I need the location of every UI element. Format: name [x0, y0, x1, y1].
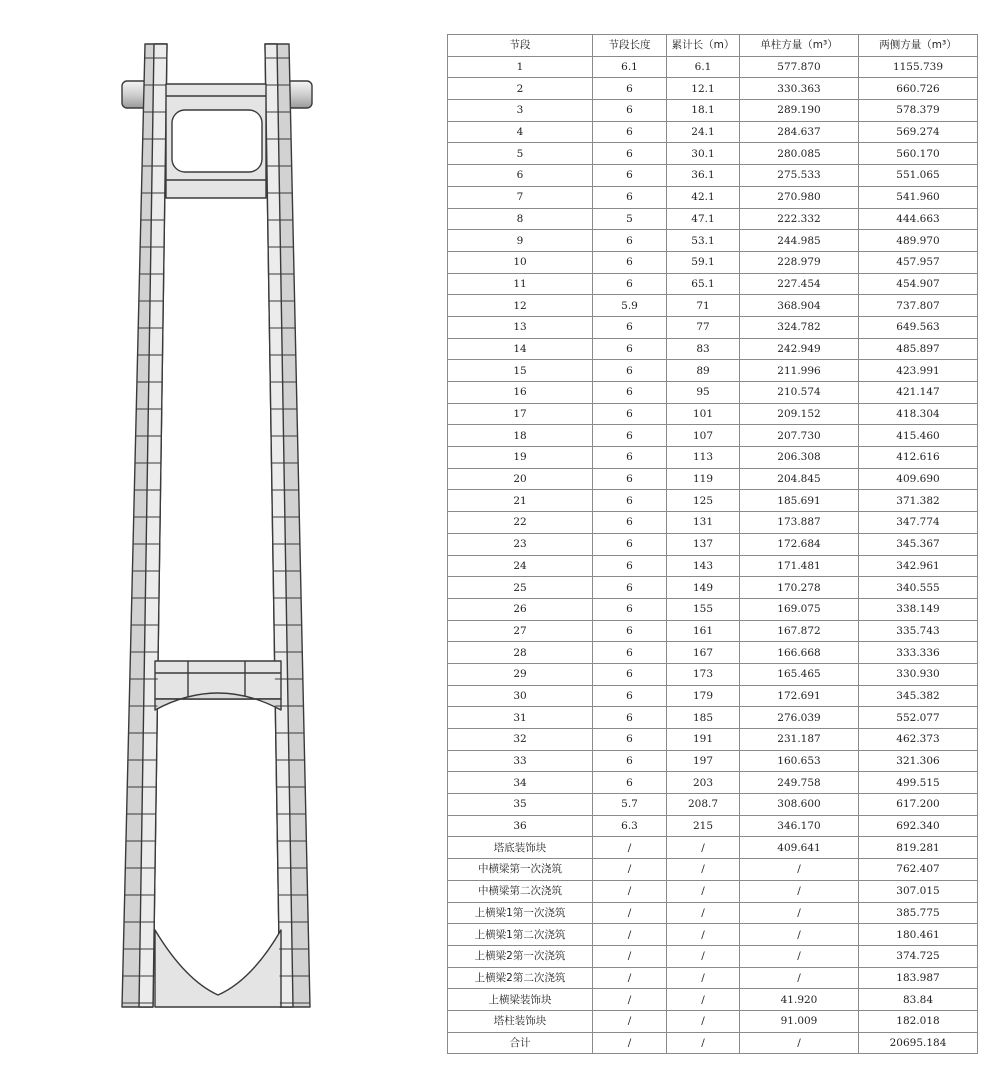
- cell-segment-length: 5: [593, 208, 667, 230]
- cell-single-column-volume: 166.668: [740, 642, 859, 664]
- cell-segment: 17: [448, 403, 593, 425]
- cell-segment: 23: [448, 533, 593, 555]
- cell-both-sides-volume: 454.907: [859, 273, 978, 295]
- cell-single-column-volume: 249.758: [740, 772, 859, 794]
- cell-single-column-volume: 210.574: [740, 382, 859, 404]
- cell-both-sides-volume: 412.616: [859, 447, 978, 469]
- cell-cumulative-length: /: [667, 945, 740, 967]
- cell-cumulative-length: 131: [667, 512, 740, 534]
- cell-both-sides-volume: 660.726: [859, 78, 978, 100]
- cell-segment-length: /: [593, 945, 667, 967]
- cell-segment: 上横梁1第一次浇筑: [448, 902, 593, 924]
- cell-segment: 10: [448, 251, 593, 273]
- table-row: [448, 555, 978, 577]
- cell-segment: 27: [448, 620, 593, 642]
- cell-both-sides-volume: 1155.739: [859, 56, 978, 78]
- table-row: [448, 230, 978, 252]
- table-row: [448, 772, 978, 794]
- cell-segment-length: 6: [593, 707, 667, 729]
- cell-both-sides-volume: 182.018: [859, 1010, 978, 1032]
- table-row: [448, 360, 978, 382]
- header-single-column-volume: 单柱方量（m³）: [740, 35, 859, 57]
- cell-segment-length: 6: [593, 555, 667, 577]
- cell-single-column-volume: /: [740, 859, 859, 881]
- cell-cumulative-length: 185: [667, 707, 740, 729]
- cell-both-sides-volume: 333.336: [859, 642, 978, 664]
- cell-cumulative-length: 12.1: [667, 78, 740, 100]
- cell-single-column-volume: /: [740, 902, 859, 924]
- cell-single-column-volume: 308.600: [740, 794, 859, 816]
- cell-segment-length: 6: [593, 338, 667, 360]
- cell-segment: 18: [448, 425, 593, 447]
- cell-both-sides-volume: 409.690: [859, 468, 978, 490]
- cell-segment: 11: [448, 273, 593, 295]
- cell-segment-length: 6: [593, 382, 667, 404]
- cell-segment-length: 6.1: [593, 56, 667, 78]
- cell-segment-length: 6: [593, 100, 667, 122]
- cell-segment: 16: [448, 382, 593, 404]
- table-row: [448, 382, 978, 404]
- cell-single-column-volume: 330.363: [740, 78, 859, 100]
- cell-segment: 合计: [448, 1032, 593, 1054]
- cell-segment-length: 6: [593, 403, 667, 425]
- cell-both-sides-volume: 418.304: [859, 403, 978, 425]
- cell-segment-length: 6: [593, 165, 667, 187]
- cell-single-column-volume: 242.949: [740, 338, 859, 360]
- cell-both-sides-volume: 421.147: [859, 382, 978, 404]
- cell-both-sides-volume: 180.461: [859, 924, 978, 946]
- table-row: [448, 100, 978, 122]
- cell-both-sides-volume: 338.149: [859, 598, 978, 620]
- cell-both-sides-volume: 485.897: [859, 338, 978, 360]
- quantity-table: [447, 34, 978, 1054]
- cell-segment: 上横梁1第二次浇筑: [448, 924, 593, 946]
- cell-single-column-volume: 409.641: [740, 837, 859, 859]
- cell-segment: 上横梁2第一次浇筑: [448, 945, 593, 967]
- cell-segment-length: /: [593, 837, 667, 859]
- cell-segment-length: 6: [593, 251, 667, 273]
- table-row: [448, 750, 978, 772]
- cell-cumulative-length: /: [667, 967, 740, 989]
- lower-opening-base: [155, 930, 281, 1007]
- cell-single-column-volume: 41.920: [740, 989, 859, 1011]
- table-row: [448, 78, 978, 100]
- cell-segment-length: 6: [593, 121, 667, 143]
- cell-cumulative-length: 161: [667, 620, 740, 642]
- cell-cumulative-length: 191: [667, 729, 740, 751]
- cell-cumulative-length: 208.7: [667, 794, 740, 816]
- cell-both-sides-volume: 423.991: [859, 360, 978, 382]
- cell-both-sides-volume: 345.367: [859, 533, 978, 555]
- cell-segment: 15: [448, 360, 593, 382]
- table-row: [448, 794, 978, 816]
- cell-cumulative-length: 89: [667, 360, 740, 382]
- table-row: [448, 967, 978, 989]
- table-row: [448, 598, 978, 620]
- cell-segment: 30: [448, 685, 593, 707]
- cell-both-sides-volume: 489.970: [859, 230, 978, 252]
- cell-cumulative-length: 59.1: [667, 251, 740, 273]
- cell-cumulative-length: 179: [667, 685, 740, 707]
- cell-single-column-volume: 222.332: [740, 208, 859, 230]
- cell-segment-length: 5.9: [593, 295, 667, 317]
- table-row: [448, 685, 978, 707]
- cell-segment: 上横梁2第二次浇筑: [448, 967, 593, 989]
- header-segment-length: 节段长度: [593, 35, 667, 57]
- cell-segment-length: 6: [593, 490, 667, 512]
- cell-both-sides-volume: 737.807: [859, 295, 978, 317]
- cell-segment-length: 6: [593, 663, 667, 685]
- cell-cumulative-length: /: [667, 837, 740, 859]
- table-row: [448, 121, 978, 143]
- table-row: [448, 989, 978, 1011]
- cell-segment: 34: [448, 772, 593, 794]
- cell-single-column-volume: 204.845: [740, 468, 859, 490]
- cell-both-sides-volume: 345.382: [859, 685, 978, 707]
- cell-segment-length: 6: [593, 685, 667, 707]
- cell-segment: 中横梁第二次浇筑: [448, 880, 593, 902]
- table-row: [448, 880, 978, 902]
- table-row: [448, 1032, 978, 1054]
- table-row: [448, 859, 978, 881]
- cell-segment-length: /: [593, 924, 667, 946]
- quantity-table-body: [448, 56, 978, 1054]
- cell-segment-length: 6: [593, 598, 667, 620]
- cell-segment-length: 6: [593, 642, 667, 664]
- cell-segment: 1: [448, 56, 593, 78]
- cell-segment: 12: [448, 295, 593, 317]
- cell-single-column-volume: /: [740, 1032, 859, 1054]
- cell-both-sides-volume: 415.460: [859, 425, 978, 447]
- cell-segment: 塔柱装饰块: [448, 1010, 593, 1032]
- cell-single-column-volume: 244.985: [740, 230, 859, 252]
- cell-single-column-volume: 275.533: [740, 165, 859, 187]
- table-row: [448, 512, 978, 534]
- cell-segment-length: 6: [593, 316, 667, 338]
- cell-segment: 5: [448, 143, 593, 165]
- cell-segment-length: /: [593, 1010, 667, 1032]
- cell-both-sides-volume: 819.281: [859, 837, 978, 859]
- cell-single-column-volume: 172.684: [740, 533, 859, 555]
- cell-segment: 塔底装饰块: [448, 837, 593, 859]
- cell-both-sides-volume: 462.373: [859, 729, 978, 751]
- cell-cumulative-length: /: [667, 1032, 740, 1054]
- cell-both-sides-volume: 569.274: [859, 121, 978, 143]
- cell-both-sides-volume: 617.200: [859, 794, 978, 816]
- cell-segment: 31: [448, 707, 593, 729]
- cell-cumulative-length: 42.1: [667, 186, 740, 208]
- table-row: [448, 251, 978, 273]
- cell-both-sides-volume: 342.961: [859, 555, 978, 577]
- cell-both-sides-volume: 20695.184: [859, 1032, 978, 1054]
- cell-cumulative-length: 149: [667, 577, 740, 599]
- cell-cumulative-length: 53.1: [667, 230, 740, 252]
- upper-beam-opening: [172, 110, 262, 172]
- cell-single-column-volume: /: [740, 967, 859, 989]
- cell-both-sides-volume: 692.340: [859, 815, 978, 837]
- cell-segment-length: /: [593, 1032, 667, 1054]
- table-row: [448, 533, 978, 555]
- cell-both-sides-volume: 541.960: [859, 186, 978, 208]
- cell-segment: 29: [448, 663, 593, 685]
- cell-cumulative-length: 95: [667, 382, 740, 404]
- cell-single-column-volume: 284.637: [740, 121, 859, 143]
- table-row: [448, 815, 978, 837]
- table-row: [448, 316, 978, 338]
- table-row: [448, 490, 978, 512]
- cell-segment: 35: [448, 794, 593, 816]
- cell-segment: 9: [448, 230, 593, 252]
- cell-segment-length: 6: [593, 186, 667, 208]
- cell-cumulative-length: /: [667, 989, 740, 1011]
- table-row: [448, 663, 978, 685]
- cell-cumulative-length: 47.1: [667, 208, 740, 230]
- cell-single-column-volume: 280.085: [740, 143, 859, 165]
- cell-single-column-volume: 169.075: [740, 598, 859, 620]
- cell-segment: 4: [448, 121, 593, 143]
- cell-segment-length: 6: [593, 729, 667, 751]
- cell-segment: 22: [448, 512, 593, 534]
- cell-segment: 6: [448, 165, 593, 187]
- cell-both-sides-volume: 347.774: [859, 512, 978, 534]
- cell-cumulative-length: 71: [667, 295, 740, 317]
- cell-cumulative-length: 65.1: [667, 273, 740, 295]
- cell-segment: 33: [448, 750, 593, 772]
- cell-single-column-volume: 324.782: [740, 316, 859, 338]
- cell-segment: 8: [448, 208, 593, 230]
- table-row: [448, 729, 978, 751]
- cell-single-column-volume: 368.904: [740, 295, 859, 317]
- table-row: [448, 186, 978, 208]
- table-row: [448, 945, 978, 967]
- cell-cumulative-length: /: [667, 1010, 740, 1032]
- cell-both-sides-volume: 551.065: [859, 165, 978, 187]
- cell-cumulative-length: 143: [667, 555, 740, 577]
- table-row: [448, 642, 978, 664]
- cell-single-column-volume: 91.009: [740, 1010, 859, 1032]
- cell-both-sides-volume: 321.306: [859, 750, 978, 772]
- cell-segment: 14: [448, 338, 593, 360]
- cell-cumulative-length: 113: [667, 447, 740, 469]
- cell-segment-length: 6: [593, 447, 667, 469]
- cell-segment: 7: [448, 186, 593, 208]
- cell-both-sides-volume: 83.84: [859, 989, 978, 1011]
- cell-single-column-volume: 227.454: [740, 273, 859, 295]
- table-row: [448, 295, 978, 317]
- table-row: [448, 143, 978, 165]
- cell-single-column-volume: 160.653: [740, 750, 859, 772]
- cell-both-sides-volume: 340.555: [859, 577, 978, 599]
- cell-cumulative-length: 107: [667, 425, 740, 447]
- cell-both-sides-volume: 762.407: [859, 859, 978, 881]
- table-row: [448, 837, 978, 859]
- cell-both-sides-volume: 371.382: [859, 490, 978, 512]
- cell-both-sides-volume: 385.775: [859, 902, 978, 924]
- cell-segment: 24: [448, 555, 593, 577]
- cell-single-column-volume: 170.278: [740, 577, 859, 599]
- cell-cumulative-length: 101: [667, 403, 740, 425]
- cell-segment: 上横梁装饰块: [448, 989, 593, 1011]
- tower-structure: [122, 44, 312, 1007]
- cell-cumulative-length: /: [667, 924, 740, 946]
- cell-single-column-volume: 185.691: [740, 490, 859, 512]
- cell-both-sides-volume: 552.077: [859, 707, 978, 729]
- cell-single-column-volume: 173.887: [740, 512, 859, 534]
- cell-both-sides-volume: 183.987: [859, 967, 978, 989]
- cell-cumulative-length: 155: [667, 598, 740, 620]
- table-row: [448, 707, 978, 729]
- cell-cumulative-length: /: [667, 859, 740, 881]
- cell-segment: 28: [448, 642, 593, 664]
- cell-segment: 36: [448, 815, 593, 837]
- cell-cumulative-length: 167: [667, 642, 740, 664]
- cell-both-sides-volume: 560.170: [859, 143, 978, 165]
- cell-segment-length: 6.3: [593, 815, 667, 837]
- cell-segment-length: 5.7: [593, 794, 667, 816]
- cell-cumulative-length: 77: [667, 316, 740, 338]
- cell-segment-length: /: [593, 902, 667, 924]
- cell-single-column-volume: 207.730: [740, 425, 859, 447]
- cell-segment: 20: [448, 468, 593, 490]
- cell-segment-length: /: [593, 859, 667, 881]
- cell-segment-length: 6: [593, 750, 667, 772]
- cell-cumulative-length: 137: [667, 533, 740, 555]
- cell-cumulative-length: 173: [667, 663, 740, 685]
- cell-cumulative-length: 24.1: [667, 121, 740, 143]
- cell-single-column-volume: 206.308: [740, 447, 859, 469]
- cell-single-column-volume: 231.187: [740, 729, 859, 751]
- cell-cumulative-length: 203: [667, 772, 740, 794]
- table-row: [448, 468, 978, 490]
- cell-single-column-volume: 276.039: [740, 707, 859, 729]
- cell-segment-length: 6: [593, 360, 667, 382]
- cell-both-sides-volume: 649.563: [859, 316, 978, 338]
- cell-single-column-volume: 171.481: [740, 555, 859, 577]
- cell-both-sides-volume: 457.957: [859, 251, 978, 273]
- cell-segment: 2: [448, 78, 593, 100]
- cell-both-sides-volume: 307.015: [859, 880, 978, 902]
- cell-both-sides-volume: 499.515: [859, 772, 978, 794]
- cell-segment-length: /: [593, 989, 667, 1011]
- tower-drawing: [0, 0, 440, 1080]
- table-row: [448, 924, 978, 946]
- cell-segment: 26: [448, 598, 593, 620]
- cell-both-sides-volume: 578.379: [859, 100, 978, 122]
- cell-cumulative-length: 6.1: [667, 56, 740, 78]
- cell-single-column-volume: 346.170: [740, 815, 859, 837]
- cell-segment-length: 6: [593, 468, 667, 490]
- cell-segment: 19: [448, 447, 593, 469]
- table-row: [448, 620, 978, 642]
- cell-segment: 13: [448, 316, 593, 338]
- cell-segment: 21: [448, 490, 593, 512]
- cell-segment-length: 6: [593, 772, 667, 794]
- table-row: [448, 902, 978, 924]
- cell-single-column-volume: 289.190: [740, 100, 859, 122]
- cell-segment-length: /: [593, 967, 667, 989]
- cell-single-column-volume: 577.870: [740, 56, 859, 78]
- header-both-sides-volume: 两侧方量（m³）: [859, 35, 978, 57]
- cell-single-column-volume: /: [740, 880, 859, 902]
- cell-cumulative-length: /: [667, 880, 740, 902]
- cell-cumulative-length: 119: [667, 468, 740, 490]
- cell-segment-length: 6: [593, 78, 667, 100]
- cell-segment-length: 6: [593, 577, 667, 599]
- cell-single-column-volume: 211.996: [740, 360, 859, 382]
- table-row: [448, 338, 978, 360]
- cell-segment-length: 6: [593, 620, 667, 642]
- cell-cumulative-length: 36.1: [667, 165, 740, 187]
- cell-segment: 3: [448, 100, 593, 122]
- cell-segment-length: 6: [593, 425, 667, 447]
- cell-segment: 中横梁第一次浇筑: [448, 859, 593, 881]
- header-segment: 节段: [448, 35, 593, 57]
- cell-cumulative-length: 83: [667, 338, 740, 360]
- cell-segment-length: 6: [593, 273, 667, 295]
- cell-single-column-volume: 228.979: [740, 251, 859, 273]
- cell-both-sides-volume: 335.743: [859, 620, 978, 642]
- cell-segment: 32: [448, 729, 593, 751]
- cell-cumulative-length: 215: [667, 815, 740, 837]
- table-row: [448, 273, 978, 295]
- cell-single-column-volume: 270.980: [740, 186, 859, 208]
- header-cumulative-length: 累计长（m）: [667, 35, 740, 57]
- cell-segment-length: 6: [593, 533, 667, 555]
- cell-single-column-volume: /: [740, 945, 859, 967]
- cell-segment: 25: [448, 577, 593, 599]
- cell-single-column-volume: 209.152: [740, 403, 859, 425]
- table-row: [448, 447, 978, 469]
- cell-both-sides-volume: 374.725: [859, 945, 978, 967]
- cell-cumulative-length: 18.1: [667, 100, 740, 122]
- table-row: [448, 208, 978, 230]
- cell-segment-length: 6: [593, 512, 667, 534]
- cell-segment-length: 6: [593, 230, 667, 252]
- cell-single-column-volume: /: [740, 924, 859, 946]
- table-header-row: [448, 35, 978, 57]
- cell-both-sides-volume: 444.663: [859, 208, 978, 230]
- table-row: [448, 56, 978, 78]
- cell-cumulative-length: 197: [667, 750, 740, 772]
- cell-segment-length: /: [593, 880, 667, 902]
- cell-single-column-volume: 172.691: [740, 685, 859, 707]
- table-row: [448, 577, 978, 599]
- cell-both-sides-volume: 330.930: [859, 663, 978, 685]
- table-row: [448, 403, 978, 425]
- table-row: [448, 425, 978, 447]
- table-row: [448, 165, 978, 187]
- cell-single-column-volume: 167.872: [740, 620, 859, 642]
- cell-cumulative-length: 30.1: [667, 143, 740, 165]
- cell-cumulative-length: 125: [667, 490, 740, 512]
- table-row: [448, 1010, 978, 1032]
- cell-cumulative-length: /: [667, 902, 740, 924]
- cell-segment-length: 6: [593, 143, 667, 165]
- cell-single-column-volume: 165.465: [740, 663, 859, 685]
